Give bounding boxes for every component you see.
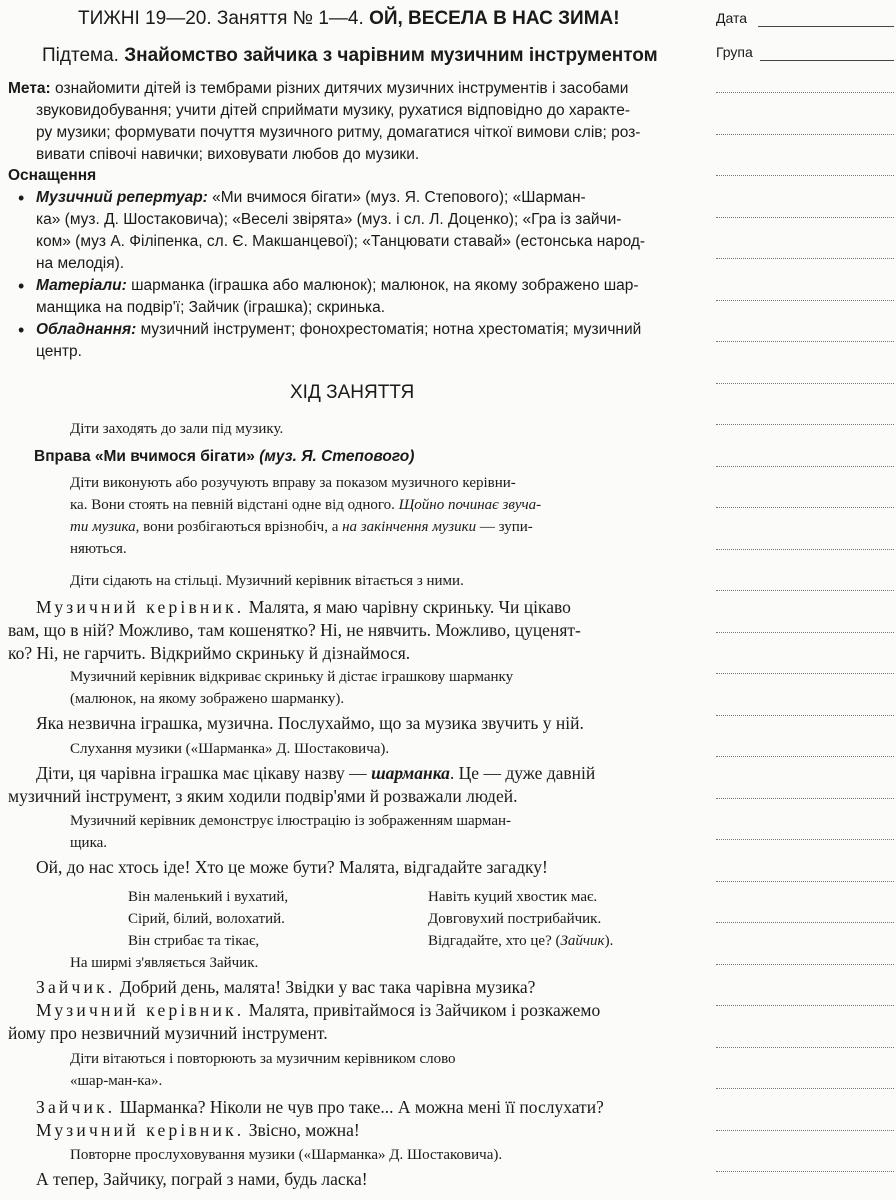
stage-direction-sit: Діти сідають на стільці. Музичний керівник вітається з ними.	[70, 573, 464, 589]
poem-left-column: Він маленький і вухатий, Сірий, білий, волохатий. Він стрибає та тікає,	[128, 889, 289, 949]
equipment-block	[8, 165, 698, 363]
note-line[interactable]	[716, 756, 894, 757]
riddle-intro: Ой, до нас хтось іде! Хто це може бути? Малята, відгадайте загадку!	[36, 857, 548, 877]
stage-direction-listen-1: Слухання музики («Шарманка» Д. Шостаковича).	[70, 741, 390, 757]
note-line[interactable]	[716, 881, 894, 882]
note-line[interactable]	[716, 424, 894, 425]
speaker-bunny: Зайчик.	[36, 1097, 116, 1117]
note-line[interactable]	[716, 466, 894, 467]
note-line[interactable]	[716, 673, 894, 674]
dialogue-organ: Діти, ця чарівна іграшка має цікаву назву — шарманка. Це — дуже давній музичний інструмент, з яким ходили подвір'ями й розважали людей.	[8, 763, 596, 806]
note-line[interactable]	[716, 549, 894, 550]
exercise-title: Вправа «Ми вчимося бігати» (муз. Я. Степового)	[34, 448, 415, 465]
note-line[interactable]	[716, 300, 894, 301]
stage-direction-open-box: Музичний керівник відкриває скриньку й дістає іграшкову шарманку (малюнок, на якому зображено шарманку).	[70, 669, 514, 707]
note-line[interactable]	[716, 341, 894, 342]
note-line[interactable]	[716, 383, 894, 384]
stage-direction-enter: Діти заходять до зали під музику.	[70, 421, 284, 437]
date-label: Дата	[716, 10, 748, 26]
note-line[interactable]	[716, 134, 894, 135]
stage-direction-listen-2: Повторне прослуховування музики («Шарманка» Д. Шостаковича).	[70, 1147, 503, 1163]
note-line[interactable]	[716, 798, 894, 799]
note-line[interactable]	[716, 217, 894, 218]
note-line[interactable]	[716, 632, 894, 633]
subtopic: Підтема. Знайомство зайчика з чарівним музичним інструментом	[42, 45, 658, 66]
date-field[interactable]	[758, 26, 894, 27]
lesson-heading: ХІД ЗАНЯТТЯ	[290, 382, 415, 403]
dialogue-last: А тепер, Зайчику, пограй з нами, будь ласка!	[36, 1169, 368, 1189]
notes-column	[716, 0, 896, 1200]
note-line[interactable]	[716, 922, 894, 923]
note-line[interactable]	[716, 1047, 894, 1048]
poem-right-column: Навіть куций хвостик має. Довговухий пострибайчик. Відгадайте, хто це? (Зайчик).	[428, 889, 614, 949]
note-line[interactable]	[716, 1171, 894, 1172]
page-title: ТИЖНІ 19—20. Заняття № 1—4. ОЙ, ВЕСЕЛА В НАС ЗИМА!	[78, 8, 620, 29]
speaker-bunny: Зайчик.	[36, 977, 116, 997]
group-field[interactable]	[760, 60, 894, 61]
exercise-description: Діти виконують або розучують вправу за показом музичного керівни- ка. Вони стоять на певній відстані одне від одного. Щойно починає звуча- ти музика, вони розбігаються врізнобіч, а на закінчення музики — зупи- няються.	[70, 475, 542, 557]
speaker-teacher: Музичний керівник.	[36, 1120, 245, 1140]
note-line[interactable]	[716, 507, 894, 508]
group-label: Група	[716, 44, 753, 60]
speaker-teacher: Музичний керівник.	[36, 597, 245, 617]
equipment-heading: Оснащення	[8, 167, 97, 184]
dialogue-bunny-teacher: Зайчик. Добрий день, малята! Звідки у вас така чарівна музика? Музичний керівник. Малята, привітаймося із Зайчиком і розкажемо йому про незвичний музичний інструмент.	[8, 977, 601, 1043]
note-line[interactable]	[716, 839, 894, 840]
dialogue-teacher-1: Музичний керівник. Малята, я маю чарівну скриньку. Чи цікаво вам, що в ній? Можливо, там кошенятко? Ні, не нявчить. Можливо, цуценят- ко? Ні, не гарчить. Відкриймо скриньку й дізнаймося.	[8, 597, 581, 663]
dialogue-toy: Яка незвична іграшка, музична. Послухаймо, що за музика звучить у ній.	[36, 713, 584, 733]
stage-direction-illustration: Музичний керівник демонструє ілюстрацію із зображенням шарман- щика.	[70, 813, 512, 851]
speaker-teacher: Музичний керівник.	[36, 1000, 245, 1020]
note-line[interactable]	[716, 1130, 894, 1131]
note-line[interactable]	[716, 715, 894, 716]
note-line[interactable]	[716, 590, 894, 591]
goal-block: Мета: ознайомити дітей із тембрами різних дитячих музичних інструментів і засобами звуковидобування; учити дітей сприймати музику, рухатися відповідно до характе- ру музики; формувати почуття музичного ритму, домагатися чіткої вимови слів; роз- вивати співочі навички; виховувати любов до музики.	[8, 80, 641, 163]
note-line[interactable]	[716, 92, 894, 93]
note-line[interactable]	[716, 1088, 894, 1089]
note-line[interactable]	[716, 258, 894, 259]
equipment-list	[8, 187, 698, 363]
note-line[interactable]	[716, 964, 894, 965]
stage-direction-screen: На ширмі з'являється Зайчик.	[70, 955, 259, 971]
equipment-item-repertoire: • Музичний репертуар: «Ми вчимося бігати» (муз. Я. Степового); «Шарман- ка» (муз. Д. Шостаковича); «Веселі звірята» (муз. і сл. Л. Доценко); «Гра із зайчи- ком» (муз А. Філіпенка, сл. Є. Макшанцевої); «Танцювати ставай» (естонська народ- на мелодія).	[8, 187, 698, 275]
stage-direction-greet: Діти вітаються і повторюють за музичним керівником слово «шар-ман-ка».	[70, 1051, 456, 1089]
equipment-item-hardware: • Обладнання: музичний інструмент; фонохрестоматія; нотна хрестоматія; музичний центр.	[8, 319, 698, 363]
goal-label: Мета:	[8, 80, 51, 97]
equipment-item-materials: • Матеріали: шарманка (іграшка або малюнок); малюнок, на якому зображено шар- манщика на подвір'ї; Зайчик (іграшка); скринька.	[8, 275, 698, 319]
note-line[interactable]	[716, 175, 894, 176]
dialogue-bunny-teacher-2: Зайчик. Шарманка? Ніколи не чув про таке... А можна мені її послухати? Музичний керівник. Звісно, можна!	[36, 1097, 604, 1140]
note-line[interactable]	[716, 1005, 894, 1006]
